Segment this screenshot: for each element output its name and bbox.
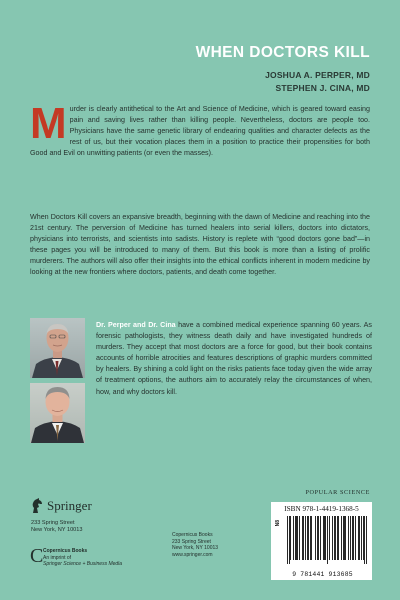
barcode-bar: [358, 516, 359, 560]
publisher-address: [31, 520, 83, 535]
barcode-bar: [318, 516, 319, 560]
barcode-bar: [299, 516, 300, 560]
author-photo-cina: [30, 383, 85, 443]
springer-horse-icon: [30, 498, 44, 514]
author-bio: [96, 320, 372, 398]
barcode-bar: [287, 516, 288, 564]
barcode-bar: [341, 516, 342, 560]
barcode-bar: [361, 516, 362, 560]
address-line: New York, NY 10013: [31, 527, 83, 534]
barcode-bar: [305, 516, 306, 560]
barcode-bar: [297, 516, 298, 560]
blurb-paragraph-1: [30, 99, 370, 159]
barcode-bar: [359, 516, 360, 560]
imprint-parent: Springer Science + Business Media: [43, 561, 123, 568]
copernicus-imprint: [43, 548, 122, 568]
barcode-bar: [335, 516, 336, 560]
barcode-bar: [290, 516, 291, 560]
barcode-bar: [364, 516, 365, 564]
barcode-bar: [325, 516, 326, 560]
barcode-bar: [317, 516, 318, 560]
barcode-bar: [329, 516, 330, 560]
address-line: Copernicus Books: [172, 532, 213, 538]
barcode-bar: [289, 516, 290, 564]
barcode-bar: [293, 516, 294, 560]
barcode-number: 9 781441 913685: [292, 571, 353, 578]
author-2: STEPHEN J. CINA, MD: [275, 83, 370, 93]
barcode-bar: [295, 516, 296, 560]
barcode-bar: [337, 516, 338, 560]
category-label: POPULAR SCIENCE: [305, 489, 370, 496]
barcode-bar: [355, 516, 356, 560]
drop-cap: M: [30, 99, 67, 148]
address-line: www.springer.com: [172, 551, 213, 558]
barcode-bar: [320, 516, 321, 560]
copernicus-mark: C: [30, 545, 44, 567]
barcode-bar: [307, 516, 308, 560]
barcode-bar: [303, 516, 304, 560]
imprint-name: Copernicus Books: [43, 548, 88, 554]
barcode-bar: [343, 516, 344, 560]
nav-code: N8: [275, 520, 281, 527]
barcode-bar: [348, 516, 349, 560]
imprint-line: An imprint of: [43, 554, 72, 561]
barcode-bar: [345, 516, 346, 560]
barcode-bar: [353, 516, 354, 560]
barcode-bar: [310, 516, 311, 560]
author-1: JOSHUA A. PERPER, MD: [265, 70, 370, 80]
blurb-paragraph-1-text: urder is clearly antithetical to the Art and Science of Medicine, which is geared toward easing pain and saving lives rather than killing people. Nevertheless, doctors are people too. Physicians have the same genetic library of endearing qualities and character defects as the rest of us, but their vocation places them in a position to practice their propensities for both Good and Evil on unwitting patients (or even the masses).: [30, 105, 370, 158]
copernicus-address: [172, 532, 218, 558]
springer-logo: [30, 498, 92, 514]
isbn-barcode-box: [271, 502, 372, 580]
barcode: [285, 516, 369, 566]
barcode-bar: [308, 516, 309, 560]
author-photo-perper: [30, 318, 85, 378]
blurb-paragraph-2: When Doctors Kill covers an expansive breadth, beginning with the dawn of Medicine and reaching into the 21st century. The perversion of Medicine has turned healers into serial killers, doctors into dictators, physicians into terrorists, and scientists into sadists. History is replete with “good doctors gone bad”—in these pages you will be introduced to many of them. But this book is more than a listing of prolific murderers. The authors will also offer their insights into the ethical conflicts inherent in modern medicine by looking at the new frontiers where doctors, patients, and death come together.: [30, 213, 370, 277]
isbn-label: ISBN 978-1-4419-1368-5: [284, 505, 359, 513]
barcode-bar: [334, 516, 335, 560]
author-names: Dr. Perper and Dr. Cina: [96, 321, 176, 329]
springer-wordmark: Springer: [47, 498, 92, 513]
barcode-bar: [327, 516, 328, 564]
barcode-bar: [315, 516, 316, 560]
barcode-bar: [323, 516, 324, 560]
barcode-bar: [363, 516, 364, 560]
barcode-bar: [366, 516, 367, 564]
barcode-bar: [332, 516, 333, 560]
barcode-bar: [296, 516, 297, 560]
address-line: New York, NY 10013: [172, 545, 219, 552]
author-bio-text: have a combined medical experience spanning 60 years. As forensic pathologists, they witness death daily and have investigated hundreds of murders. They accept that most doctors are a force for good, but their book contains accounts of horrible atrocities and features descriptions of graphic murders committed by healers. By shining a cold light on the risks patients face today given the wide array of treatment options, the authors aim to accurately relay the circumstances of when, how, and why doctors kill.: [96, 321, 372, 396]
barcode-bar: [344, 516, 345, 560]
barcode-bar: [350, 516, 351, 560]
barcode-bar: [352, 516, 353, 560]
address-line: 233 Spring Street: [172, 538, 211, 545]
barcode-bar: [338, 516, 339, 560]
barcode-bar: [302, 516, 303, 560]
barcode-bar: [311, 516, 312, 560]
address-line: 233 Spring Street: [31, 520, 75, 526]
book-title: WHEN DOCTORS KILL: [195, 44, 370, 61]
barcode-bar: [324, 516, 325, 560]
